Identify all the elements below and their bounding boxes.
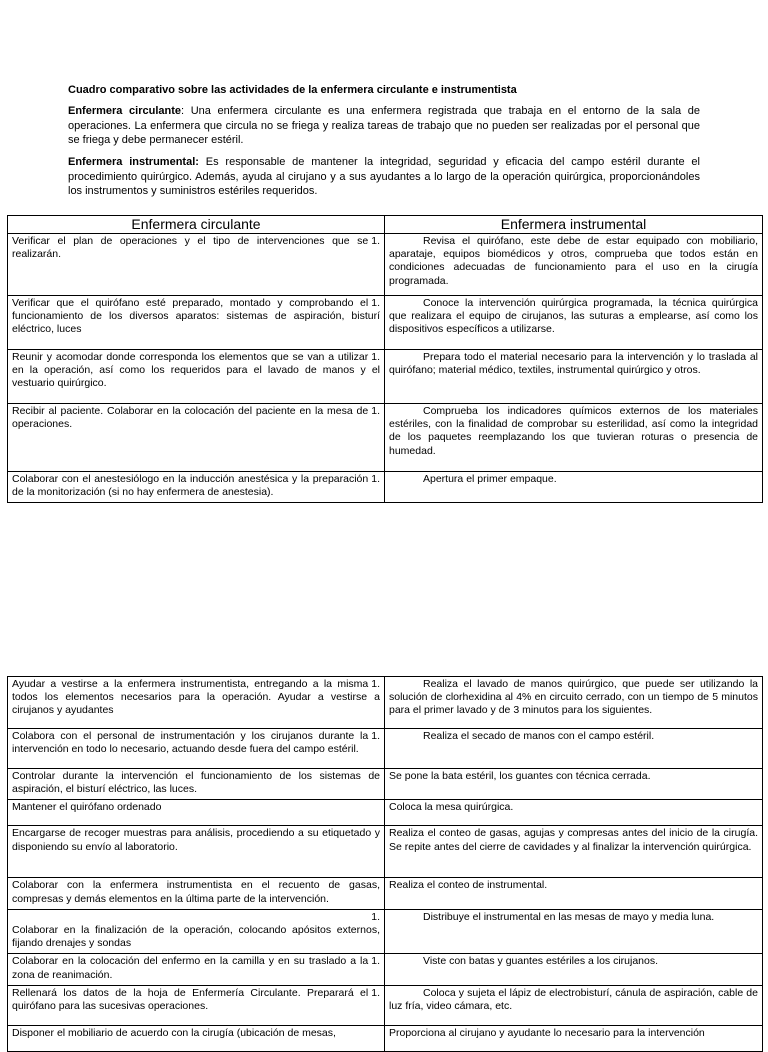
instrumental-cell	[385, 878, 763, 909]
circulante-text: Encargarse de recoger muestras para análisis, procediendo a su etiquetado y disponiendo su envío al laboratorio.	[12, 827, 380, 853]
item-number: 1.	[371, 351, 380, 363]
intro-circulante-term: Enfermera circulante	[68, 105, 182, 117]
instrumental-text: Conoce la intervención quirúrgica programada, la técnica quirúrgica que realizara el equipo de cirujanos, las suturas a emplearse, así como los dispositivos específicos a utilizarse.	[389, 297, 758, 336]
instrumental-cell	[385, 826, 763, 878]
table-row	[8, 769, 763, 800]
instrumental-cell	[385, 985, 763, 1025]
circulante-text: Colaborar con el anestesiólogo en la inducción anestésica y la preparación de la monitorización (si no hay enfermera de anestesia).	[12, 473, 369, 499]
circulante-text: Colabora con el personal de instrumentación y los cirujanos durante la intervención en todo lo necesario, actuando desde fuera del campo estéril.	[12, 730, 369, 756]
circulante-text: Controlar durante la intervención el funcionamiento de los sistemas de aspiración, el bisturí eléctrico, las luces.	[12, 770, 380, 796]
header-instrumental: Enfermera instrumental	[385, 216, 763, 234]
table-row	[8, 985, 763, 1025]
table-row	[8, 677, 763, 729]
instrumental-text: Proporciona al cirujano y ayudante lo necesario para la intervención	[389, 1026, 705, 1039]
table-row	[8, 729, 763, 769]
circulante-text: Colaborar en la colocación del enfermo en la camilla y en su traslado a la zona de reanimación.	[12, 955, 369, 981]
instrumental-text: Realiza el conteo de gasas, agujas y compresas antes del inicio de la cirugía. Se repite antes del cierre de cavidades y al finalizar la intervención quirúrgica.	[389, 827, 758, 853]
intro-circulante-text: : Una enfermera circulante es una enfermera registrada que trabaja en el entorno de la sala de operaciones. La enfermera que circula no se friega y realiza tareas de trabajo que no pueden ser realizadas por el personal que se friega y debe permanecer estéril.	[68, 105, 701, 146]
circulante-cell	[8, 800, 385, 826]
circulante-text: Recibir al paciente. Colaborar en la colocación del paciente en la mesa de operaciones.	[12, 405, 369, 431]
instrumental-cell	[385, 769, 763, 800]
circulante-cell	[8, 350, 385, 404]
instrumental-text: Se pone la bata estéril, los guantes con técnica cerrada.	[389, 770, 651, 782]
instrumental-cell	[385, 472, 763, 503]
circulante-cell	[8, 826, 385, 878]
intro-instrumental-text: Es responsable de mantener la integridad, seguridad y eficacia del campo estéril durante el procedimiento quirúrgico. Además, ayuda al cirujano y a sus ayudantes a lo largo de la operación quirúrgica, proporcionándoles los instrumentos y suministros estériles requeridos.	[68, 156, 700, 197]
item-number: 1.	[371, 297, 380, 309]
intro-instrumental-term: Enfermera instrumental:	[68, 156, 199, 168]
comparison-table-2	[7, 676, 763, 1052]
circulante-text: Rellenará los datos de la hoja de Enfermería Circulante. Preparará el quirófano para las sucesivas operaciones.	[12, 986, 369, 1013]
document-title: Cuadro comparativo sobre las actividades de la enfermera circulante e instrumentista	[68, 84, 517, 96]
item-number: 1.	[371, 678, 380, 690]
table-row	[8, 954, 763, 985]
instrumental-cell	[385, 350, 763, 404]
circulante-cell	[8, 472, 385, 503]
circulante-text: Reunir y acomodar donde corresponda los elementos que se van a utilizar en la operación, así como los requeridos para el lavado de manos y el vestuario quirúrgico.	[12, 351, 380, 390]
instrumental-text: Comprueba los indicadores químicos externos de los materiales estériles, con la finalidad de comprobar su esterilidad, así como la integridad de los paquetes reemplazando los que tuvieran roturas o presencia de humedad.	[389, 405, 758, 457]
instrumental-text: Realiza el conteo de instrumental.	[389, 879, 548, 892]
circulante-text: Verificar que el quirófano esté preparado, montado y comprobando el funcionamiento de los diversos aparatos: sistemas de aspiración, bisturí eléctrico, luces	[12, 297, 380, 336]
table-header-row	[8, 216, 763, 234]
item-number: 1.	[371, 473, 380, 485]
item-number: 1.	[371, 955, 380, 968]
circulante-cell	[8, 878, 385, 909]
circulante-text: Ayudar a vestirse a la enfermera instrumentista, entregando a la misma todos los elementos necesarios para la operación. Ayudar a vestirse a cirujanos y ayudantes	[12, 678, 380, 717]
instrumental-text: Realiza el secado de manos con el campo estéril.	[423, 730, 655, 742]
circulante-text: Colaborar en la finalización de la operación, colocando apósitos externos, fijando drenajes y sondas	[12, 924, 380, 950]
instrumental-cell	[385, 404, 763, 472]
circulante-cell	[8, 954, 385, 985]
circulante-cell	[8, 985, 385, 1025]
item-number: 1.	[371, 405, 380, 417]
circulante-text: Colaborar con la enfermera instrumentista en el recuento de gasas, compresas y demás elementos en la última parte de la intervención.	[12, 879, 380, 905]
circulante-text: Verificar el plan de operaciones y el tipo de intervenciones que se realizarán.	[12, 235, 369, 261]
circulante-cell	[8, 909, 385, 954]
intro-instrumental-paragraph	[68, 155, 700, 199]
instrumental-text: Distribuye el instrumental en las mesas de mayo y media luna.	[423, 910, 715, 923]
instrumental-text: Coloca la mesa quirúrgica.	[389, 801, 514, 814]
circulante-cell	[8, 234, 385, 296]
instrumental-text: Apertura el primer empaque.	[423, 473, 557, 485]
table-row	[8, 296, 763, 350]
circulante-text: Disponer el mobiliario de acuerdo con la cirugía (ubicación de mesas,	[12, 1026, 336, 1039]
instrumental-cell	[385, 800, 763, 826]
instrumental-cell	[385, 729, 763, 769]
table-row	[8, 404, 763, 472]
instrumental-text: Prepara todo el material necesario para la intervención y lo traslada al quirófano; material médico, textiles, instrumental quirúrgico y otros.	[389, 351, 758, 377]
comparison-table-1	[7, 215, 763, 503]
instrumental-cell	[385, 1025, 763, 1051]
instrumental-cell	[385, 954, 763, 985]
instrumental-cell	[385, 909, 763, 954]
table-row	[8, 878, 763, 909]
circulante-text: Mantener el quirófano ordenado	[12, 801, 162, 814]
item-number: 1.	[371, 986, 380, 999]
circulante-cell	[8, 404, 385, 472]
item-number: 1.	[371, 910, 380, 923]
table-row	[8, 826, 763, 878]
table-row	[8, 472, 763, 503]
circulante-cell	[8, 1025, 385, 1051]
circulante-cell	[8, 729, 385, 769]
instrumental-text: Realiza el lavado de manos quirúrgico, que puede ser utilizando la solución de clorhexidina al 4% en circuito cerrado, con un tiempo de 5 minutos para el primer lavado y de 3 minutos para los siguientes.	[389, 678, 758, 717]
item-number: 1.	[371, 235, 380, 247]
table-row	[8, 1025, 763, 1051]
instrumental-text: Viste con batas y guantes estériles a los cirujanos.	[423, 955, 659, 968]
instrumental-cell	[385, 296, 763, 350]
table-row	[8, 234, 763, 296]
table-row	[8, 800, 763, 826]
table-row	[8, 909, 763, 954]
instrumental-text: Coloca y sujeta el lápiz de electrobisturí, cánula de aspiración, cable de luz fría, video cámara, etc.	[389, 986, 758, 1013]
header-circulante: Enfermera circulante	[8, 216, 385, 234]
instrumental-cell	[385, 234, 763, 296]
instrumental-text: Revisa el quirófano, este debe de estar equipado con mobiliario, aparataje, equipos biomédicos y otros, comprueba que todos están en condiciones adecuadas de funcionamiento para el uso en la cirugía programada.	[389, 235, 758, 287]
circulante-cell	[8, 296, 385, 350]
circulante-cell	[8, 677, 385, 729]
item-number: 1.	[371, 730, 380, 742]
circulante-cell	[8, 769, 385, 800]
intro-circulante-paragraph	[68, 104, 700, 148]
table-row	[8, 350, 763, 404]
instrumental-cell	[385, 677, 763, 729]
